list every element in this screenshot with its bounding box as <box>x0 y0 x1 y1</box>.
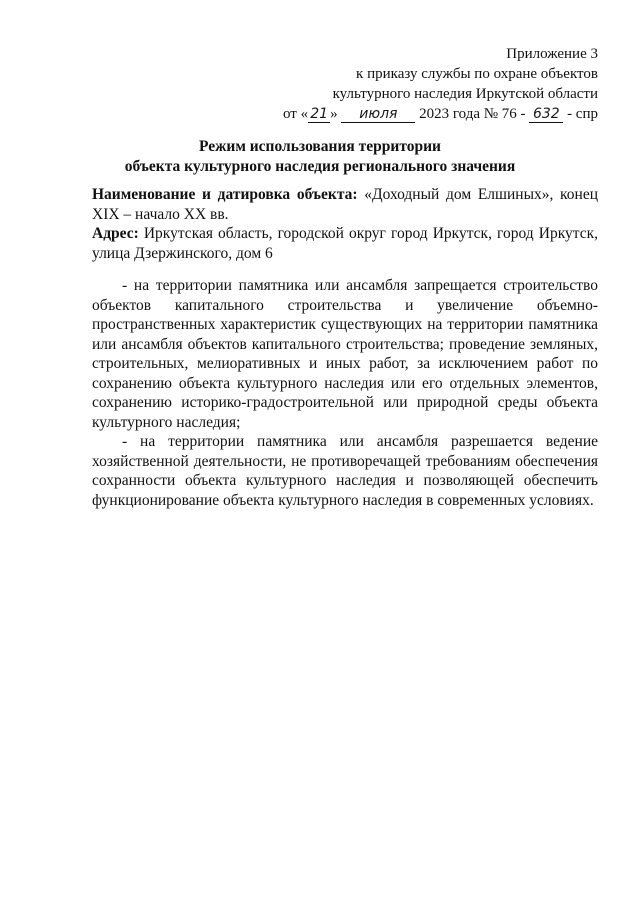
object-name-block <box>92 185 598 224</box>
appendix-header <box>238 44 598 124</box>
object-name-paragraph <box>92 185 598 224</box>
order-suffix: - спр <box>567 106 598 122</box>
regime-allowed-paragraph: - на территории памятника или ансамбля разрешается ведение хозяйственной деятельности, не противоречащей требованиям обеспечения сохранности объекта культурного наследия и позволяющей обеспечить функционирование объекта культурного наследия в современных условиях. <box>92 433 598 509</box>
regime-block <box>92 276 598 510</box>
date-mid: » <box>330 106 338 122</box>
date-prefix: от « <box>283 106 309 122</box>
object-name-label: Наименование и датировка объекта: <box>92 186 358 203</box>
regime-prohibited-paragraph: - на территории памятника или ансамбля запрещается строительство объектов капитального строительства и увеличение объемно-пространственных характеристик существующих на территории памятника или ансамбля объектов капитального строительства; проведение земляных, строительных, мелиоративных и иных работ, за исключением работ по сохранению объекта культурного наследия или его отдельных элементов, сохранению историко-градостроительной или природной среды объекта культурного наследия; <box>92 277 598 431</box>
title-line-1: Режим использования территории <box>199 138 441 155</box>
object-name-value: «Доходный дом Елшиных», конец XIX – начало XX вв. <box>92 186 599 223</box>
address-value: Иркутская область, городской округ город Иркутск, город Иркутск, улица Дзержинского, дом 6 <box>92 225 598 262</box>
appendix-number: Приложение 3 <box>506 46 598 62</box>
appendix-agency: культурного наследия Иркутской области <box>332 86 598 102</box>
document-title <box>60 137 580 177</box>
appendix-date-line <box>238 104 598 124</box>
address-label: Адрес: <box>92 225 139 242</box>
handwritten-order-number: 632 <box>529 106 563 123</box>
appendix-order-ref: к приказу службы по охране объектов <box>356 66 598 82</box>
address-paragraph <box>92 224 598 263</box>
address-block <box>92 224 598 263</box>
date-year: 2023 года № 76 - <box>419 106 526 122</box>
title-line-2: объекта культурного наследия регионального значения <box>124 158 516 175</box>
handwritten-month: июля <box>341 106 415 123</box>
handwritten-day: 21 <box>308 106 330 123</box>
